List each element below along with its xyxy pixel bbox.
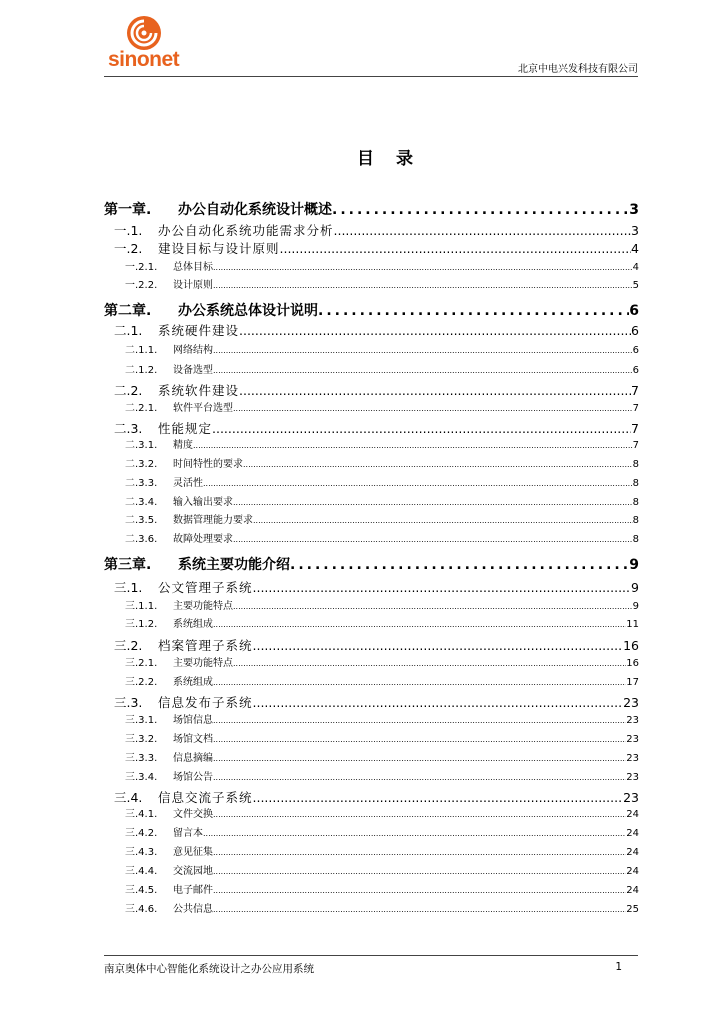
toc-entry-number: 二.1. xyxy=(114,323,143,338)
toc-entry-level-3[interactable] xyxy=(104,770,639,786)
toc-entry-page: 17 xyxy=(626,677,639,688)
toc-entry-title: 场馆文档 xyxy=(173,734,213,745)
toc-entry-page: 4 xyxy=(632,262,639,273)
toc-dot-leader xyxy=(213,902,626,918)
toc-entry-title: 留言本 xyxy=(173,828,203,839)
toc-entry-title: 设计原则 xyxy=(173,280,213,291)
toc-entry-page: 7 xyxy=(632,440,639,451)
toc-entry-page: 24 xyxy=(626,809,639,820)
toc-dot-leader xyxy=(203,476,633,492)
toc-entry-number: 二.2.1. xyxy=(125,403,158,414)
toc-dot-leader xyxy=(239,382,631,400)
toc-dot-leader xyxy=(253,513,633,529)
toc-entry-number: 二.1.2. xyxy=(125,365,158,376)
toc-entry-number: 三.3.1. xyxy=(125,715,158,726)
toc-entry-page: 23 xyxy=(626,772,639,783)
toc-entry-page: 7 xyxy=(631,383,639,398)
toc-entry-level-3[interactable] xyxy=(104,599,639,615)
toc-dot-leader xyxy=(318,301,629,321)
toc-entry-title: 输入输出要求 xyxy=(173,497,233,508)
toc-entry-level-3[interactable] xyxy=(104,343,639,359)
toc-entry-title: 电子邮件 xyxy=(173,885,213,896)
toc-entry-title: 公共信息 xyxy=(173,904,213,915)
toc-entry-title: 文件交换 xyxy=(173,809,213,820)
toc-entry-number: 二.1.1. xyxy=(125,345,158,356)
toc-dot-leader xyxy=(213,343,633,359)
toc-entry-number: 三.4.2. xyxy=(125,828,158,839)
toc-entry-page: 9 xyxy=(632,601,639,612)
toc-dot-leader xyxy=(332,200,629,220)
toc-entry-title: 系统硬件建设 xyxy=(158,323,240,338)
toc-entry-page: 9 xyxy=(629,557,639,573)
toc-entry-level-3[interactable] xyxy=(104,883,639,899)
toc-entry-title: 系统组成 xyxy=(173,677,213,688)
footer-page-number: 1 xyxy=(615,961,622,973)
toc-entry-page: 25 xyxy=(626,904,639,915)
toc-entry-level-2[interactable] xyxy=(104,694,639,712)
toc-entry-level-3[interactable] xyxy=(104,457,639,473)
toc-dot-leader xyxy=(253,694,624,712)
toc-entry-title: 意见征集 xyxy=(173,847,213,858)
toc-entry-level-2[interactable] xyxy=(104,240,639,258)
toc-entry-level-2[interactable] xyxy=(104,382,639,400)
toc-entry-page: 5 xyxy=(632,280,639,291)
toc-entry-title: 信息发布子系统 xyxy=(158,695,253,710)
toc-entry-level-3[interactable] xyxy=(104,278,639,294)
toc-entry-number: 第一章. xyxy=(104,202,152,218)
toc-entry-page: 3 xyxy=(629,202,639,218)
toc-dot-leader xyxy=(213,363,633,379)
toc-entry-page: 24 xyxy=(626,866,639,877)
toc-entry-title: 网络结构 xyxy=(173,345,213,356)
toc-entry-page: 8 xyxy=(632,478,639,489)
toc-entry-page: 9 xyxy=(631,580,639,595)
toc-entry-number: 三.1.1. xyxy=(125,601,158,612)
toc-entry-number: 一.1. xyxy=(114,223,143,238)
toc-dot-leader xyxy=(243,457,633,473)
toc-dot-leader xyxy=(213,751,626,767)
toc-dot-leader xyxy=(213,675,626,691)
company-logo xyxy=(108,14,188,74)
toc-entry-page: 23 xyxy=(626,753,639,764)
toc-entry-title: 系统软件建设 xyxy=(158,383,240,398)
toc-entry-number: 三.2.1. xyxy=(125,658,158,669)
toc-entry-title: 性能规定 xyxy=(158,421,213,436)
toc-dot-leader xyxy=(213,260,633,276)
toc-entry-page: 7 xyxy=(632,403,639,414)
toc-dot-leader xyxy=(290,555,629,575)
toc-entry-page: 11 xyxy=(626,619,639,630)
toc-entry-level-2[interactable] xyxy=(104,222,639,240)
toc-entry-title: 数据管理能力要求 xyxy=(173,515,253,526)
toc-entry-page: 8 xyxy=(632,515,639,526)
toc-entry-level-3[interactable] xyxy=(104,532,639,548)
toc-entry-number: 三.3.4. xyxy=(125,772,158,783)
toc-dot-leader xyxy=(253,789,624,807)
toc-entry-page: 4 xyxy=(631,241,639,256)
toc-entry-title: 故障处理要求 xyxy=(173,534,233,545)
toc-entry-page: 6 xyxy=(629,303,639,319)
toc-entry-number: 三.1.2. xyxy=(125,619,158,630)
toc-entry-title: 时间特性的要求 xyxy=(173,459,243,470)
toc-dot-leader xyxy=(233,656,626,672)
toc-entry-page: 23 xyxy=(626,715,639,726)
toc-dot-leader xyxy=(213,770,626,786)
toc-entry-level-3[interactable] xyxy=(104,732,639,748)
toc-dot-leader xyxy=(280,240,632,258)
toc-entry-page: 23 xyxy=(626,734,639,745)
toc-dot-leader xyxy=(213,713,626,729)
toc-entry-level-3[interactable] xyxy=(104,260,639,276)
toc-entry-number: 二.3.3. xyxy=(125,478,158,489)
toc-entry-level-1[interactable] xyxy=(104,555,639,575)
toc-entry-level-3[interactable] xyxy=(104,513,639,529)
toc-entry-page: 24 xyxy=(626,828,639,839)
toc-entry-level-2[interactable] xyxy=(104,637,639,655)
toc-entry-title: 设备选型 xyxy=(173,365,213,376)
toc-entry-number: 三.3.3. xyxy=(125,753,158,764)
toc-entry-level-3[interactable] xyxy=(104,363,639,379)
toc-entry-level-3[interactable] xyxy=(104,476,639,492)
toc-entry-number: 三.3.2. xyxy=(125,734,158,745)
toc-entry-title: 档案管理子系统 xyxy=(158,638,253,653)
toc-entry-title: 办公系统总体设计说明 xyxy=(178,303,318,319)
toc-entry-number: 第二章. xyxy=(104,303,152,319)
toc-entry-title: 系统组成 xyxy=(173,619,213,630)
toc-entry-page: 16 xyxy=(626,658,639,669)
logo-text: sinonet xyxy=(108,48,180,71)
toc-entry-number: 一.2.2. xyxy=(125,280,158,291)
toc-entry-page: 6 xyxy=(632,345,639,356)
toc-entry-title: 建设目标与设计原则 xyxy=(158,241,280,256)
toc-entry-level-3[interactable] xyxy=(104,751,639,767)
toc-entry-page: 24 xyxy=(626,885,639,896)
toc-entry-level-2[interactable] xyxy=(104,789,639,807)
toc-entry-number: 三.4.4. xyxy=(125,866,158,877)
toc-entry-title: 精度 xyxy=(173,440,193,451)
toc-entry-title: 场馆信息 xyxy=(173,715,213,726)
toc-entry-page: 6 xyxy=(631,323,639,338)
toc-entry-level-3[interactable] xyxy=(104,495,639,511)
toc-dot-leader xyxy=(212,420,631,438)
company-name: 北京中电兴发科技有限公司 xyxy=(518,64,638,75)
toc-entry-title: 灵活性 xyxy=(173,478,203,489)
toc-entry-level-1[interactable] xyxy=(104,301,639,321)
toc-dot-leader xyxy=(213,864,626,880)
toc-entry-number: 三.1. xyxy=(114,580,143,595)
toc-entry-title: 主要功能特点 xyxy=(173,658,233,669)
toc-entry-number: 三.3. xyxy=(114,695,143,710)
toc-dot-leader xyxy=(253,637,624,655)
toc-entry-level-3[interactable] xyxy=(104,826,639,842)
toc-entry-page: 16 xyxy=(623,638,639,653)
toc-entry-level-3[interactable] xyxy=(104,675,639,691)
toc-dot-leader xyxy=(213,883,626,899)
toc-entry-level-3[interactable] xyxy=(104,713,639,729)
toc-dot-leader xyxy=(253,579,632,597)
toc-entry-number: 二.3. xyxy=(114,421,143,436)
toc-entry-number: 二.3.4. xyxy=(125,497,158,508)
toc-entry-title: 场馆公告 xyxy=(173,772,213,783)
footer-doc-title: 南京奥体中心智能化系统设计之办公应用系统 xyxy=(104,963,314,975)
toc-entry-level-3[interactable] xyxy=(104,401,639,417)
toc-entry-level-3[interactable] xyxy=(104,807,639,823)
toc-entry-page: 3 xyxy=(631,223,639,238)
toc-entry-level-2[interactable] xyxy=(104,322,639,340)
toc-entry-number: 二.3.5. xyxy=(125,515,158,526)
toc-entry-number: 三.4. xyxy=(114,790,143,805)
toc-entry-title: 交流园地 xyxy=(173,866,213,877)
toc-entry-level-3[interactable] xyxy=(104,438,639,454)
toc-entry-number: 二.3.1. xyxy=(125,440,158,451)
toc-entry-level-1[interactable] xyxy=(104,200,639,220)
toc-entry-page: 8 xyxy=(632,497,639,508)
toc-entry-level-2[interactable] xyxy=(104,420,639,438)
toc-dot-leader xyxy=(239,322,631,340)
header-divider xyxy=(104,76,638,77)
toc-entry-page: 6 xyxy=(632,365,639,376)
footer-divider xyxy=(104,955,638,956)
toc-entry-title: 公文管理子系统 xyxy=(158,580,253,595)
toc-dot-leader xyxy=(334,222,632,240)
toc-dot-leader xyxy=(233,401,633,417)
toc-dot-leader xyxy=(233,495,633,511)
toc-dot-leader xyxy=(213,732,626,748)
toc-entry-level-2[interactable] xyxy=(104,579,639,597)
toc-entry-number: 一.2. xyxy=(114,241,143,256)
toc-entry-number: 二.3.2. xyxy=(125,459,158,470)
toc-dot-leader xyxy=(203,826,626,842)
toc-entry-level-3[interactable] xyxy=(104,845,639,861)
toc-dot-leader xyxy=(233,532,633,548)
toc-entry-level-3[interactable] xyxy=(104,902,639,918)
toc-entry-page: 23 xyxy=(623,790,639,805)
toc-entry-title: 系统主要功能介绍 xyxy=(178,557,290,573)
toc-entry-number: 三.4.5. xyxy=(125,885,158,896)
toc-entry-page: 8 xyxy=(632,534,639,545)
toc-dot-leader xyxy=(213,807,626,823)
toc-entry-page: 24 xyxy=(626,847,639,858)
toc-entry-page: 7 xyxy=(631,421,639,436)
toc-entry-level-3[interactable] xyxy=(104,617,639,633)
toc-entry-number: 三.4.3. xyxy=(125,847,158,858)
toc-entry-title: 办公自动化系统设计概述 xyxy=(178,202,332,218)
toc-dot-leader xyxy=(213,278,633,294)
toc-entry-title: 办公自动化系统功能需求分析 xyxy=(158,223,334,238)
toc-entry-number: 三.4.1. xyxy=(125,809,158,820)
toc-entry-number: 三.4.6. xyxy=(125,904,158,915)
toc-entry-title: 信息摘编 xyxy=(173,753,213,764)
toc-dot-leader xyxy=(233,599,633,615)
toc-entry-title: 软件平台选型 xyxy=(173,403,233,414)
page-title: 目 录 xyxy=(357,149,421,169)
toc-entry-number: 三.2.2. xyxy=(125,677,158,688)
toc-dot-leader xyxy=(213,617,626,633)
toc-entry-title: 总体目标 xyxy=(173,262,213,273)
toc-entry-level-3[interactable] xyxy=(104,864,639,880)
toc-entry-page: 23 xyxy=(623,695,639,710)
toc-entry-number: 一.2.1. xyxy=(125,262,158,273)
toc-entry-number: 二.3.6. xyxy=(125,534,158,545)
toc-entry-level-3[interactable] xyxy=(104,656,639,672)
toc-entry-page: 8 xyxy=(632,459,639,470)
toc-entry-title: 主要功能特点 xyxy=(173,601,233,612)
toc-entry-number: 三.2. xyxy=(114,638,143,653)
toc-entry-number: 二.2. xyxy=(114,383,143,398)
toc-entry-title: 信息交流子系统 xyxy=(158,790,253,805)
toc-dot-leader xyxy=(213,845,626,861)
toc-entry-number: 第三章. xyxy=(104,557,152,573)
toc-dot-leader xyxy=(193,438,633,454)
